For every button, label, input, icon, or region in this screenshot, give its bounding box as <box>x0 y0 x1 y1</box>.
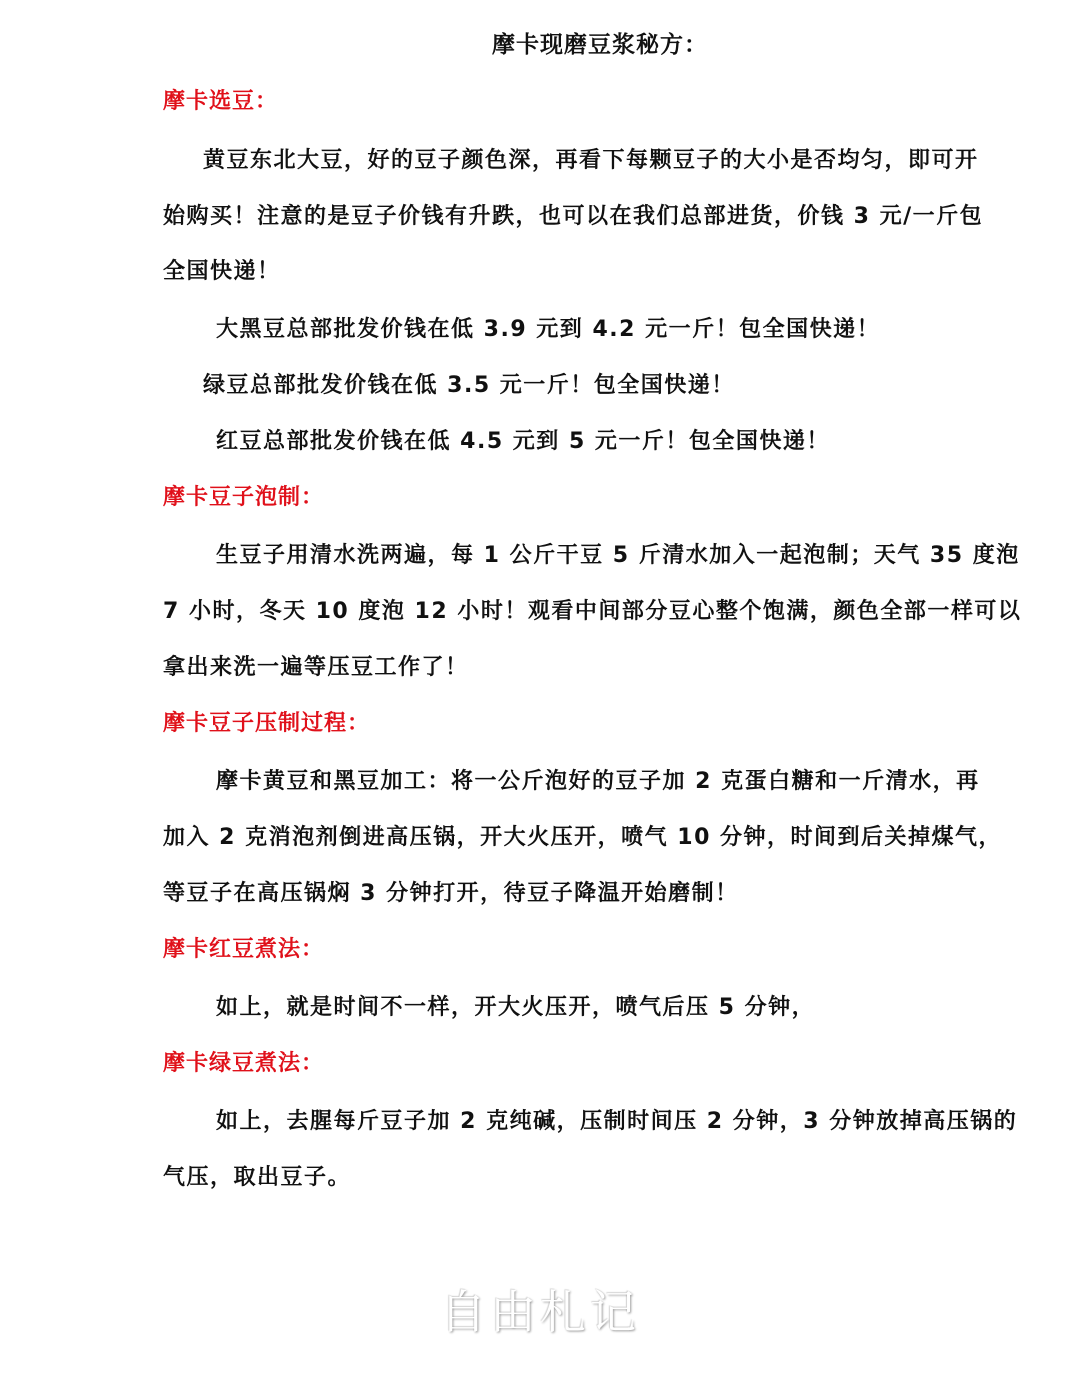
paragraph-line: 始购买！注意的是豆子价钱有升跌，也可以在我们总部进货，价钱 3 元/一斤包 <box>163 204 984 229</box>
paragraph-line: 拿出来洗一遍等压豆工作了！ <box>163 655 469 680</box>
section-heading: 摩卡豆子压制过程： <box>163 711 371 736</box>
paragraph-line: 全国快递！ <box>163 259 281 284</box>
page-title: 摩卡现磨豆浆秘方： <box>492 32 708 58</box>
paragraph-line: 加入 2 克消泡剂倒进高压锅，开大火压开，喷气 10 分钟，时间到后关掉煤气， <box>163 825 1003 850</box>
watermark: 自由札记 <box>440 1285 640 1339</box>
paragraph-line: 生豆子用清水洗两遍，每 1 公斤干豆 5 斤清水加入一起泡制；天气 35 度泡 <box>216 543 1020 568</box>
section-heading: 摩卡红豆煮法： <box>163 937 325 962</box>
section-heading: 摩卡选豆： <box>163 89 279 114</box>
paragraph-line: 气压，取出豆子。 <box>163 1165 352 1190</box>
paragraph-line: 如上，就是时间不一样，开大火压开，喷气后压 5 分钟， <box>216 995 816 1020</box>
paragraph-line: 7 小时，冬天 10 度泡 12 小时！观看中间部分豆心整个饱满，颜色全部一样可以 <box>163 599 1022 624</box>
paragraph-line: 摩卡黄豆和黑豆加工：将一公斤泡好的豆子加 2 克蛋白糖和一斤清水，再 <box>216 769 980 794</box>
paragraph-line: 黄豆东北大豆，好的豆子颜色深，再看下每颗豆子的大小是否均匀，即可开 <box>203 148 979 173</box>
section-heading: 摩卡绿豆煮法： <box>163 1051 325 1076</box>
price-line-red-bean: 红豆总部批发价钱在低 4.5 元到 5 元一斤！包全国快递！ <box>216 429 830 454</box>
price-line-black-bean: 大黑豆总部批发价钱在低 3.9 元到 4.2 元一斤！包全国快递！ <box>216 317 881 342</box>
section-heading: 摩卡豆子泡制： <box>163 485 325 510</box>
price-line-mung-bean: 绿豆总部批发价钱在低 3.5 元一斤！包全国快递！ <box>203 373 735 398</box>
paragraph-line: 如上，去腥每斤豆子加 2 克纯碱，压制时间压 2 分钟，3 分钟放掉高压锅的 <box>216 1109 1018 1134</box>
paragraph-line: 等豆子在高压锅焖 3 分钟打开，待豆子降温开始磨制！ <box>163 881 739 906</box>
